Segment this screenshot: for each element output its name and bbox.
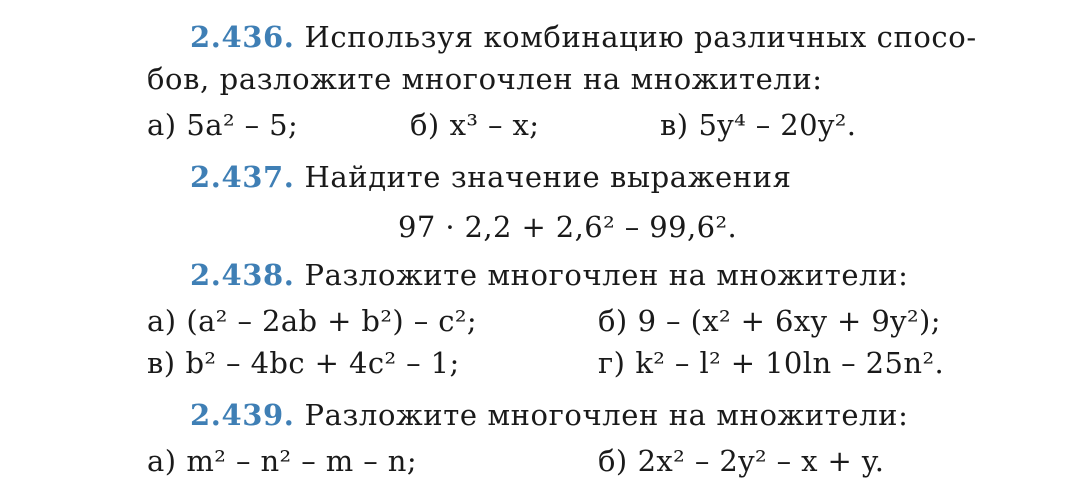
problem-text: Разложите многочлен на множители: (304, 258, 909, 292)
item-expression: 9 – (x² + 6xy + 9y²); (637, 304, 941, 338)
problem-2436-line2 (147, 62, 823, 96)
item-expression: 97 · 2,2 + 2,6² – 99,6². (398, 210, 738, 244)
item-expression: b² – 4bc + 4c² – 1; (185, 346, 460, 380)
problem-2436-item-b (410, 108, 539, 142)
problem-2436-item-a (147, 108, 298, 142)
problem-2437-expression (398, 210, 737, 244)
item-label: в) (660, 108, 689, 142)
problem-2438-item-c (147, 346, 460, 380)
problem-2437-line1 (190, 160, 792, 194)
item-expression: 5y⁴ – 20y². (698, 108, 857, 142)
item-label: г) (598, 346, 626, 380)
item-expression: (a² – 2ab + b²) – c²; (186, 304, 478, 338)
problem-number: 2.438. (190, 258, 295, 292)
item-expression: m² – n² – m – n; (186, 444, 417, 478)
problem-number: 2.436. (190, 20, 295, 54)
item-label: б) (598, 304, 628, 338)
problem-2438-item-b (598, 304, 941, 338)
problem-2439-line1 (190, 398, 908, 432)
problem-2438-item-d (598, 346, 944, 380)
item-expression: k² – l² + 10ln – 25n². (635, 346, 945, 380)
problem-2436-line1 (190, 20, 977, 54)
problem-text: Найдите значение выражения (304, 160, 792, 194)
problem-2439-item-a (147, 444, 417, 478)
problem-number: 2.437. (190, 160, 295, 194)
item-label: а) (147, 304, 177, 338)
item-label: а) (147, 108, 177, 142)
problem-2438-item-a (147, 304, 477, 338)
problem-2439-item-b (598, 444, 884, 478)
problem-text: бов, разложите многочлен на множители: (147, 62, 823, 96)
problem-2436-item-c (660, 108, 856, 142)
problem-text: Используя комбинацию различных спосо- (304, 20, 977, 54)
problem-2438-line1 (190, 258, 908, 292)
item-label: в) (147, 346, 176, 380)
item-label: б) (410, 108, 440, 142)
item-label: б) (598, 444, 628, 478)
item-expression: 5a² – 5; (186, 108, 299, 142)
item-label: а) (147, 444, 177, 478)
problem-text: Разложите многочлен на множители: (304, 398, 909, 432)
item-expression: x³ – x; (449, 108, 540, 142)
problem-number: 2.439. (190, 398, 295, 432)
item-expression: 2x² – 2y² – x + y. (637, 444, 885, 478)
